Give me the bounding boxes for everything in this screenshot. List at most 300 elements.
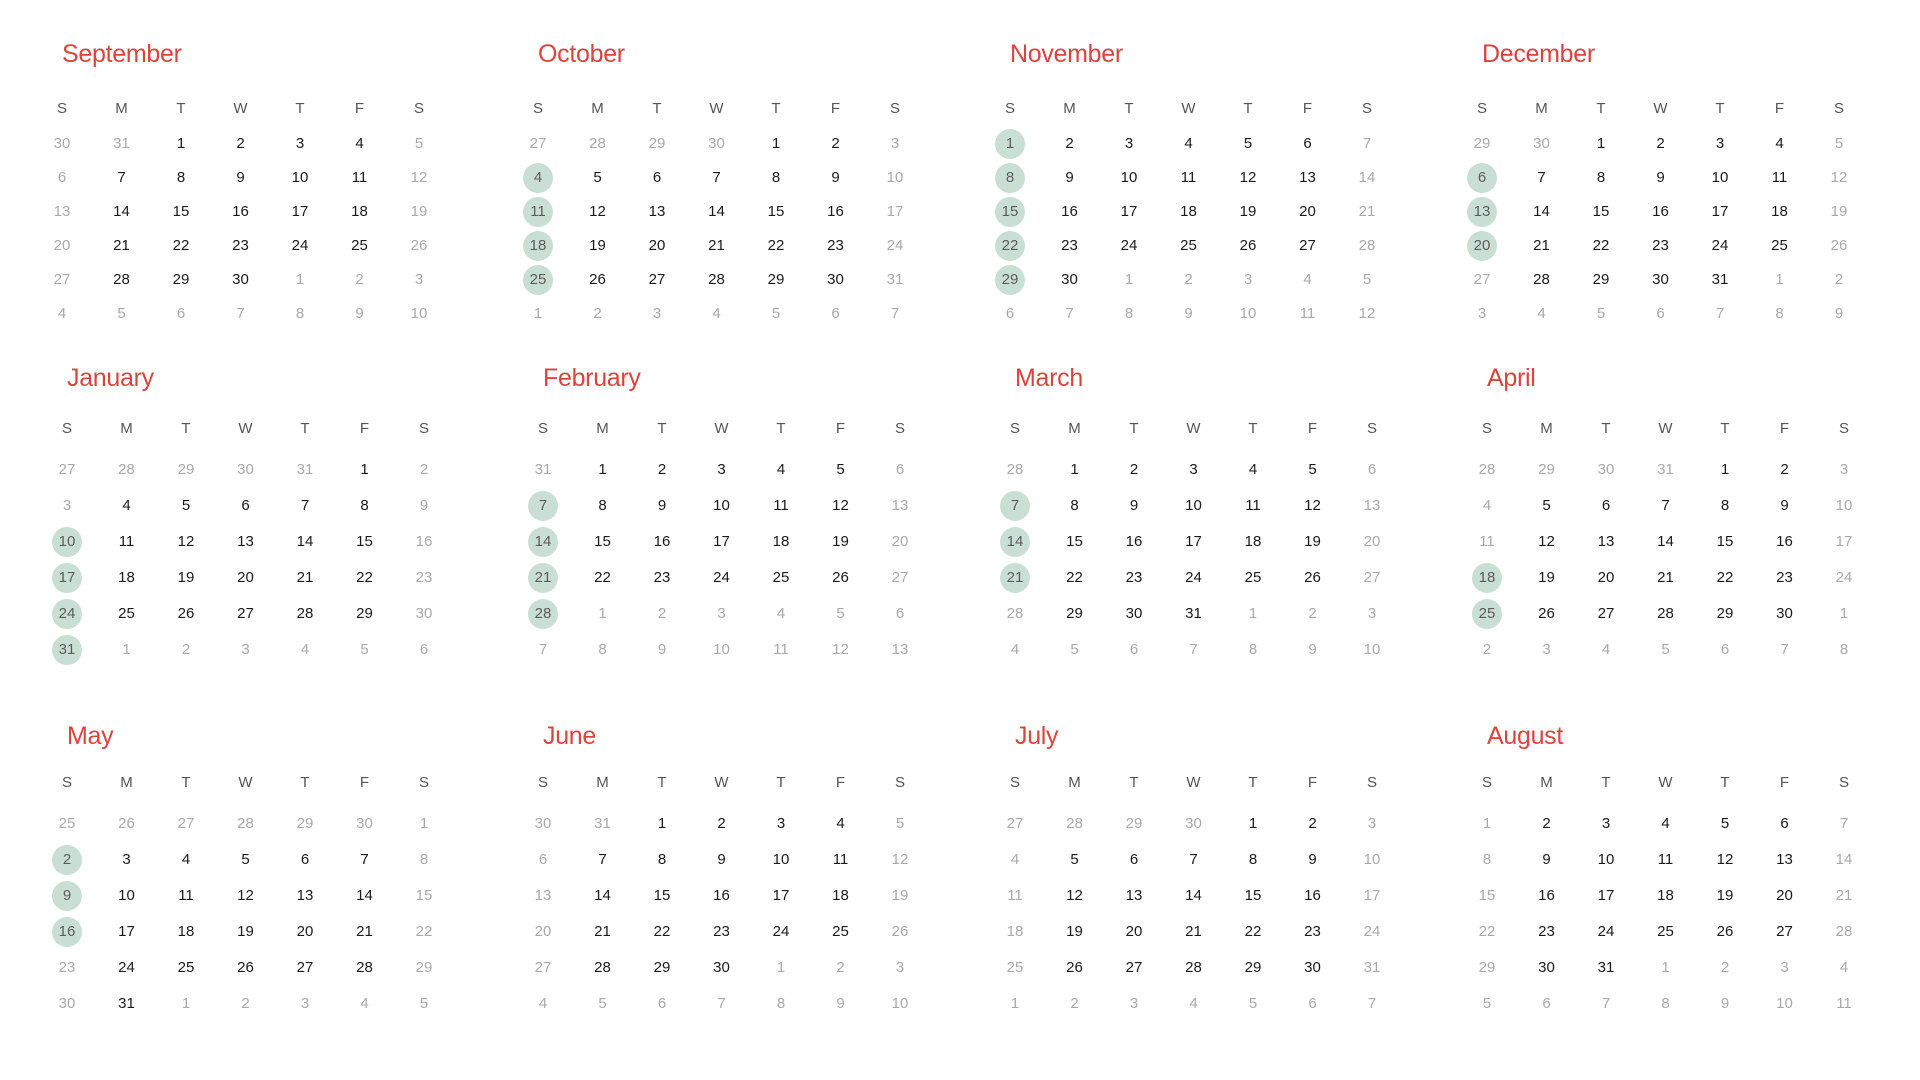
day-cell-highlighted[interactable] (993, 527, 1037, 557)
day-cell-adjacent[interactable] (159, 299, 203, 329)
day-cell[interactable] (219, 163, 263, 193)
day-cell[interactable] (283, 491, 327, 521)
day-cell-adjacent[interactable] (1465, 989, 1509, 1019)
day-cell[interactable] (878, 563, 922, 593)
day-cell[interactable] (878, 917, 922, 947)
day-cell[interactable] (402, 809, 446, 839)
day-cell[interactable] (1350, 845, 1394, 875)
day-cell[interactable] (1107, 163, 1151, 193)
day-cell[interactable] (224, 491, 268, 521)
month-title[interactable]: March (1015, 364, 1083, 392)
day-cell-adjacent[interactable] (878, 599, 922, 629)
day-cell[interactable] (819, 563, 863, 593)
day-cell[interactable] (1822, 809, 1866, 839)
day-cell[interactable] (1053, 491, 1097, 521)
day-cell-highlighted[interactable] (1460, 163, 1504, 193)
day-cell-adjacent[interactable] (1048, 299, 1092, 329)
day-cell[interactable] (1048, 231, 1092, 261)
day-cell[interactable] (1644, 563, 1688, 593)
day-cell[interactable] (45, 953, 89, 983)
day-cell-adjacent[interactable] (581, 989, 625, 1019)
day-cell[interactable] (1465, 881, 1509, 911)
day-cell[interactable] (1286, 231, 1330, 261)
day-cell[interactable] (700, 953, 744, 983)
day-cell[interactable] (1703, 845, 1747, 875)
day-cell-highlighted[interactable] (521, 491, 565, 521)
day-cell[interactable] (759, 563, 803, 593)
day-cell[interactable] (1584, 953, 1628, 983)
day-cell[interactable] (1520, 163, 1564, 193)
day-cell-adjacent[interactable] (1758, 299, 1802, 329)
day-cell-adjacent[interactable] (1286, 265, 1330, 295)
day-cell[interactable] (105, 953, 149, 983)
day-cell[interactable] (759, 491, 803, 521)
day-cell-adjacent[interactable] (1584, 455, 1628, 485)
day-cell-adjacent[interactable] (993, 635, 1037, 665)
day-cell-adjacent[interactable] (224, 635, 268, 665)
day-cell[interactable] (283, 881, 327, 911)
day-cell[interactable] (1584, 599, 1628, 629)
day-cell[interactable] (278, 129, 322, 159)
day-cell[interactable] (814, 129, 858, 159)
day-cell-adjacent[interactable] (100, 129, 144, 159)
day-cell[interactable] (105, 917, 149, 947)
day-cell[interactable] (1703, 491, 1747, 521)
day-cell[interactable] (819, 455, 863, 485)
day-cell[interactable] (283, 917, 327, 947)
month-august[interactable] (1475, 722, 1895, 1022)
day-cell[interactable] (1763, 563, 1807, 593)
month-title[interactable]: July (1015, 722, 1059, 750)
day-cell[interactable] (640, 491, 684, 521)
day-cell[interactable] (1286, 163, 1330, 193)
day-cell[interactable] (1053, 527, 1097, 557)
day-cell-adjacent[interactable] (164, 809, 208, 839)
day-cell[interactable] (1112, 491, 1156, 521)
day-cell[interactable] (1291, 563, 1335, 593)
day-cell-adjacent[interactable] (993, 989, 1037, 1019)
day-cell[interactable] (1107, 197, 1151, 227)
day-cell[interactable] (1226, 197, 1270, 227)
month-title[interactable]: May (67, 722, 114, 750)
day-cell[interactable] (1172, 599, 1216, 629)
day-cell[interactable] (1525, 491, 1569, 521)
day-cell-adjacent[interactable] (993, 809, 1037, 839)
day-cell[interactable] (40, 231, 84, 261)
month-title[interactable]: January (67, 364, 154, 392)
day-cell[interactable] (1231, 845, 1275, 875)
day-cell[interactable] (640, 881, 684, 911)
day-cell[interactable] (45, 989, 89, 1019)
day-cell-adjacent[interactable] (100, 299, 144, 329)
day-cell-adjacent[interactable] (521, 989, 565, 1019)
day-cell[interactable] (343, 527, 387, 557)
day-cell-adjacent[interactable] (814, 299, 858, 329)
day-cell[interactable] (105, 491, 149, 521)
day-cell[interactable] (814, 231, 858, 261)
day-cell[interactable] (1763, 455, 1807, 485)
day-cell[interactable] (164, 953, 208, 983)
day-cell-adjacent[interactable] (819, 635, 863, 665)
day-cell[interactable] (576, 163, 620, 193)
day-cell-adjacent[interactable] (1350, 989, 1394, 1019)
month-title[interactable]: August (1487, 722, 1564, 750)
day-cell-highlighted[interactable] (988, 197, 1032, 227)
day-cell-adjacent[interactable] (819, 599, 863, 629)
day-cell[interactable] (1639, 265, 1683, 295)
day-cell[interactable] (1584, 563, 1628, 593)
day-cell[interactable] (1525, 599, 1569, 629)
day-cell-adjacent[interactable] (1703, 635, 1747, 665)
day-cell[interactable] (402, 917, 446, 947)
day-cell[interactable] (878, 455, 922, 485)
day-cell[interactable] (1465, 917, 1509, 947)
day-cell[interactable] (1579, 197, 1623, 227)
day-cell-adjacent[interactable] (1172, 635, 1216, 665)
day-cell[interactable] (640, 527, 684, 557)
day-cell-highlighted[interactable] (521, 527, 565, 557)
month-april[interactable] (1475, 364, 1895, 664)
day-cell[interactable] (105, 563, 149, 593)
day-cell[interactable] (164, 563, 208, 593)
day-cell-highlighted[interactable] (988, 129, 1032, 159)
day-cell[interactable] (1525, 527, 1569, 557)
day-cell[interactable] (1703, 809, 1747, 839)
day-cell-adjacent[interactable] (224, 989, 268, 1019)
day-cell-adjacent[interactable] (283, 455, 327, 485)
day-cell[interactable] (1053, 845, 1097, 875)
day-cell[interactable] (1822, 491, 1866, 521)
day-cell[interactable] (878, 881, 922, 911)
day-cell[interactable] (1350, 491, 1394, 521)
day-cell[interactable] (581, 527, 625, 557)
day-cell-adjacent[interactable] (759, 635, 803, 665)
day-cell[interactable] (402, 953, 446, 983)
day-cell[interactable] (100, 197, 144, 227)
day-cell-adjacent[interactable] (224, 809, 268, 839)
day-cell-adjacent[interactable] (1350, 635, 1394, 665)
day-cell[interactable] (159, 163, 203, 193)
day-cell-adjacent[interactable] (1172, 809, 1216, 839)
month-september[interactable] (50, 40, 470, 340)
day-cell-adjacent[interactable] (635, 299, 679, 329)
day-cell[interactable] (1817, 197, 1861, 227)
day-cell[interactable] (819, 491, 863, 521)
month-may[interactable] (55, 722, 475, 1022)
day-cell-adjacent[interactable] (1291, 599, 1335, 629)
day-cell[interactable] (1703, 881, 1747, 911)
day-cell[interactable] (1167, 197, 1211, 227)
day-cell-highlighted[interactable] (45, 845, 89, 875)
day-cell[interactable] (1822, 455, 1866, 485)
day-cell[interactable] (100, 163, 144, 193)
day-cell[interactable] (1817, 163, 1861, 193)
day-cell-adjacent[interactable] (343, 809, 387, 839)
day-cell-adjacent[interactable] (283, 809, 327, 839)
day-cell[interactable] (878, 845, 922, 875)
day-cell[interactable] (1048, 197, 1092, 227)
day-cell-highlighted[interactable] (988, 163, 1032, 193)
day-cell[interactable] (1763, 917, 1807, 947)
day-cell[interactable] (1703, 917, 1747, 947)
day-cell-adjacent[interactable] (105, 809, 149, 839)
month-july[interactable] (1003, 722, 1423, 1022)
day-cell[interactable] (1644, 881, 1688, 911)
day-cell[interactable] (640, 455, 684, 485)
day-cell-adjacent[interactable] (819, 953, 863, 983)
day-cell[interactable] (759, 881, 803, 911)
month-november[interactable] (998, 40, 1418, 340)
day-cell-adjacent[interactable] (1758, 265, 1802, 295)
month-title[interactable]: February (543, 364, 641, 392)
day-cell-adjacent[interactable] (338, 265, 382, 295)
day-cell[interactable] (105, 845, 149, 875)
day-cell[interactable] (164, 527, 208, 557)
day-cell[interactable] (700, 881, 744, 911)
day-cell[interactable] (40, 197, 84, 227)
day-cell[interactable] (1525, 563, 1569, 593)
day-cell-adjacent[interactable] (283, 989, 327, 1019)
day-cell[interactable] (993, 953, 1037, 983)
day-cell[interactable] (1520, 197, 1564, 227)
day-cell[interactable] (819, 881, 863, 911)
day-cell-adjacent[interactable] (397, 299, 441, 329)
day-cell-highlighted[interactable] (516, 231, 560, 261)
day-cell[interactable] (1053, 455, 1097, 485)
day-cell[interactable] (278, 231, 322, 261)
day-cell-adjacent[interactable] (516, 129, 560, 159)
day-cell-adjacent[interactable] (1584, 989, 1628, 1019)
day-cell[interactable] (1822, 917, 1866, 947)
month-title[interactable]: September (62, 40, 182, 68)
day-cell[interactable] (754, 265, 798, 295)
day-cell[interactable] (695, 231, 739, 261)
day-cell[interactable] (219, 265, 263, 295)
day-cell[interactable] (164, 917, 208, 947)
day-cell[interactable] (993, 845, 1037, 875)
day-cell[interactable] (1231, 491, 1275, 521)
day-cell[interactable] (338, 197, 382, 227)
day-cell-adjacent[interactable] (576, 299, 620, 329)
day-cell[interactable] (1053, 599, 1097, 629)
day-cell-adjacent[interactable] (1345, 265, 1389, 295)
day-cell[interactable] (1584, 881, 1628, 911)
day-cell-adjacent[interactable] (1107, 299, 1151, 329)
day-cell[interactable] (521, 953, 565, 983)
day-cell[interactable] (343, 491, 387, 521)
day-cell-adjacent[interactable] (1639, 299, 1683, 329)
day-cell[interactable] (1703, 599, 1747, 629)
day-cell-highlighted[interactable] (993, 563, 1037, 593)
day-cell[interactable] (1231, 881, 1275, 911)
day-cell[interactable] (164, 599, 208, 629)
day-cell[interactable] (878, 527, 922, 557)
day-cell-highlighted[interactable] (45, 527, 89, 557)
day-cell[interactable] (1345, 231, 1389, 261)
day-cell-adjacent[interactable] (1465, 635, 1509, 665)
day-cell-adjacent[interactable] (759, 989, 803, 1019)
day-cell[interactable] (1226, 231, 1270, 261)
day-cell[interactable] (1525, 881, 1569, 911)
day-cell[interactable] (1048, 163, 1092, 193)
day-cell[interactable] (1520, 231, 1564, 261)
day-cell[interactable] (402, 845, 446, 875)
day-cell[interactable] (1172, 917, 1216, 947)
day-cell-highlighted[interactable] (516, 163, 560, 193)
day-cell[interactable] (635, 163, 679, 193)
day-cell[interactable] (1231, 917, 1275, 947)
day-cell-adjacent[interactable] (1226, 265, 1270, 295)
day-cell-adjacent[interactable] (343, 635, 387, 665)
day-cell[interactable] (1639, 197, 1683, 227)
day-cell[interactable] (1758, 231, 1802, 261)
day-cell[interactable] (1112, 527, 1156, 557)
day-cell-adjacent[interactable] (45, 455, 89, 485)
day-cell[interactable] (700, 527, 744, 557)
day-cell[interactable] (224, 917, 268, 947)
day-cell-highlighted[interactable] (1460, 231, 1504, 261)
day-cell[interactable] (1639, 163, 1683, 193)
day-cell-adjacent[interactable] (45, 809, 89, 839)
day-cell[interactable] (1053, 881, 1097, 911)
day-cell-adjacent[interactable] (343, 989, 387, 1019)
day-cell[interactable] (1350, 563, 1394, 593)
day-cell[interactable] (343, 917, 387, 947)
day-cell-adjacent[interactable] (1053, 635, 1097, 665)
day-cell[interactable] (1584, 527, 1628, 557)
day-cell-adjacent[interactable] (695, 299, 739, 329)
day-cell[interactable] (1226, 129, 1270, 159)
day-cell[interactable] (700, 917, 744, 947)
day-cell[interactable] (283, 599, 327, 629)
day-cell[interactable] (1112, 455, 1156, 485)
day-cell[interactable] (1644, 917, 1688, 947)
day-cell[interactable] (1579, 265, 1623, 295)
day-cell[interactable] (164, 491, 208, 521)
day-cell[interactable] (1350, 917, 1394, 947)
day-cell[interactable] (1465, 845, 1509, 875)
day-cell[interactable] (1703, 563, 1747, 593)
month-march[interactable] (1003, 364, 1423, 664)
day-cell[interactable] (1698, 231, 1742, 261)
day-cell-adjacent[interactable] (40, 299, 84, 329)
day-cell-adjacent[interactable] (1822, 953, 1866, 983)
day-cell[interactable] (581, 881, 625, 911)
day-cell[interactable] (224, 881, 268, 911)
day-cell-adjacent[interactable] (1520, 299, 1564, 329)
day-cell-adjacent[interactable] (1112, 809, 1156, 839)
day-cell[interactable] (1350, 953, 1394, 983)
day-cell[interactable] (1525, 809, 1569, 839)
day-cell[interactable] (581, 953, 625, 983)
day-cell-highlighted[interactable] (521, 599, 565, 629)
day-cell-adjacent[interactable] (988, 299, 1032, 329)
day-cell-adjacent[interactable] (1167, 265, 1211, 295)
day-cell[interactable] (1763, 809, 1807, 839)
day-cell[interactable] (759, 845, 803, 875)
day-cell[interactable] (402, 527, 446, 557)
day-cell-adjacent[interactable] (1231, 599, 1275, 629)
day-cell[interactable] (993, 599, 1037, 629)
day-cell[interactable] (640, 953, 684, 983)
day-cell-adjacent[interactable] (576, 129, 620, 159)
day-cell[interactable] (1167, 163, 1211, 193)
day-cell-adjacent[interactable] (283, 635, 327, 665)
day-cell-adjacent[interactable] (1112, 635, 1156, 665)
day-cell[interactable] (1112, 599, 1156, 629)
day-cell[interactable] (581, 455, 625, 485)
day-cell[interactable] (40, 163, 84, 193)
day-cell[interactable] (1048, 129, 1092, 159)
day-cell[interactable] (759, 455, 803, 485)
day-cell-adjacent[interactable] (1817, 299, 1861, 329)
day-cell-adjacent[interactable] (581, 599, 625, 629)
day-cell[interactable] (105, 989, 149, 1019)
day-cell-adjacent[interactable] (1822, 989, 1866, 1019)
day-cell[interactable] (1112, 917, 1156, 947)
day-cell-adjacent[interactable] (1644, 455, 1688, 485)
day-cell[interactable] (1639, 129, 1683, 159)
day-cell-adjacent[interactable] (1817, 265, 1861, 295)
day-cell-adjacent[interactable] (1579, 299, 1623, 329)
day-cell[interactable] (1291, 809, 1335, 839)
day-cell-adjacent[interactable] (516, 299, 560, 329)
day-cell[interactable] (1172, 953, 1216, 983)
day-cell-adjacent[interactable] (164, 989, 208, 1019)
day-cell[interactable] (521, 881, 565, 911)
day-cell-highlighted[interactable] (516, 197, 560, 227)
day-cell-adjacent[interactable] (521, 809, 565, 839)
day-cell[interactable] (1703, 455, 1747, 485)
day-cell-highlighted[interactable] (45, 881, 89, 911)
day-cell[interactable] (1053, 563, 1097, 593)
day-cell[interactable] (1053, 953, 1097, 983)
day-cell[interactable] (1758, 163, 1802, 193)
day-cell[interactable] (1172, 527, 1216, 557)
day-cell-adjacent[interactable] (1763, 953, 1807, 983)
day-cell[interactable] (754, 129, 798, 159)
day-cell-adjacent[interactable] (1112, 989, 1156, 1019)
day-cell[interactable] (1226, 163, 1270, 193)
day-cell[interactable] (1698, 163, 1742, 193)
day-cell-adjacent[interactable] (402, 989, 446, 1019)
month-title[interactable]: December (1482, 40, 1595, 68)
day-cell[interactable] (581, 917, 625, 947)
day-cell[interactable] (700, 845, 744, 875)
day-cell-adjacent[interactable] (993, 455, 1037, 485)
day-cell[interactable] (1112, 563, 1156, 593)
day-cell-adjacent[interactable] (1698, 299, 1742, 329)
day-cell[interactable] (1286, 197, 1330, 227)
day-cell[interactable] (1584, 491, 1628, 521)
day-cell[interactable] (1579, 163, 1623, 193)
day-cell[interactable] (1579, 129, 1623, 159)
day-cell[interactable] (1465, 491, 1509, 521)
day-cell[interactable] (1822, 845, 1866, 875)
day-cell[interactable] (1345, 129, 1389, 159)
day-cell-adjacent[interactable] (1520, 129, 1564, 159)
day-cell-adjacent[interactable] (878, 953, 922, 983)
month-june[interactable] (531, 722, 951, 1022)
day-cell-adjacent[interactable] (819, 989, 863, 1019)
month-february[interactable] (531, 364, 951, 664)
day-cell[interactable] (397, 197, 441, 227)
day-cell-adjacent[interactable] (635, 129, 679, 159)
day-cell-adjacent[interactable] (1644, 953, 1688, 983)
day-cell[interactable] (224, 563, 268, 593)
day-cell[interactable] (1584, 917, 1628, 947)
day-cell[interactable] (1291, 953, 1335, 983)
